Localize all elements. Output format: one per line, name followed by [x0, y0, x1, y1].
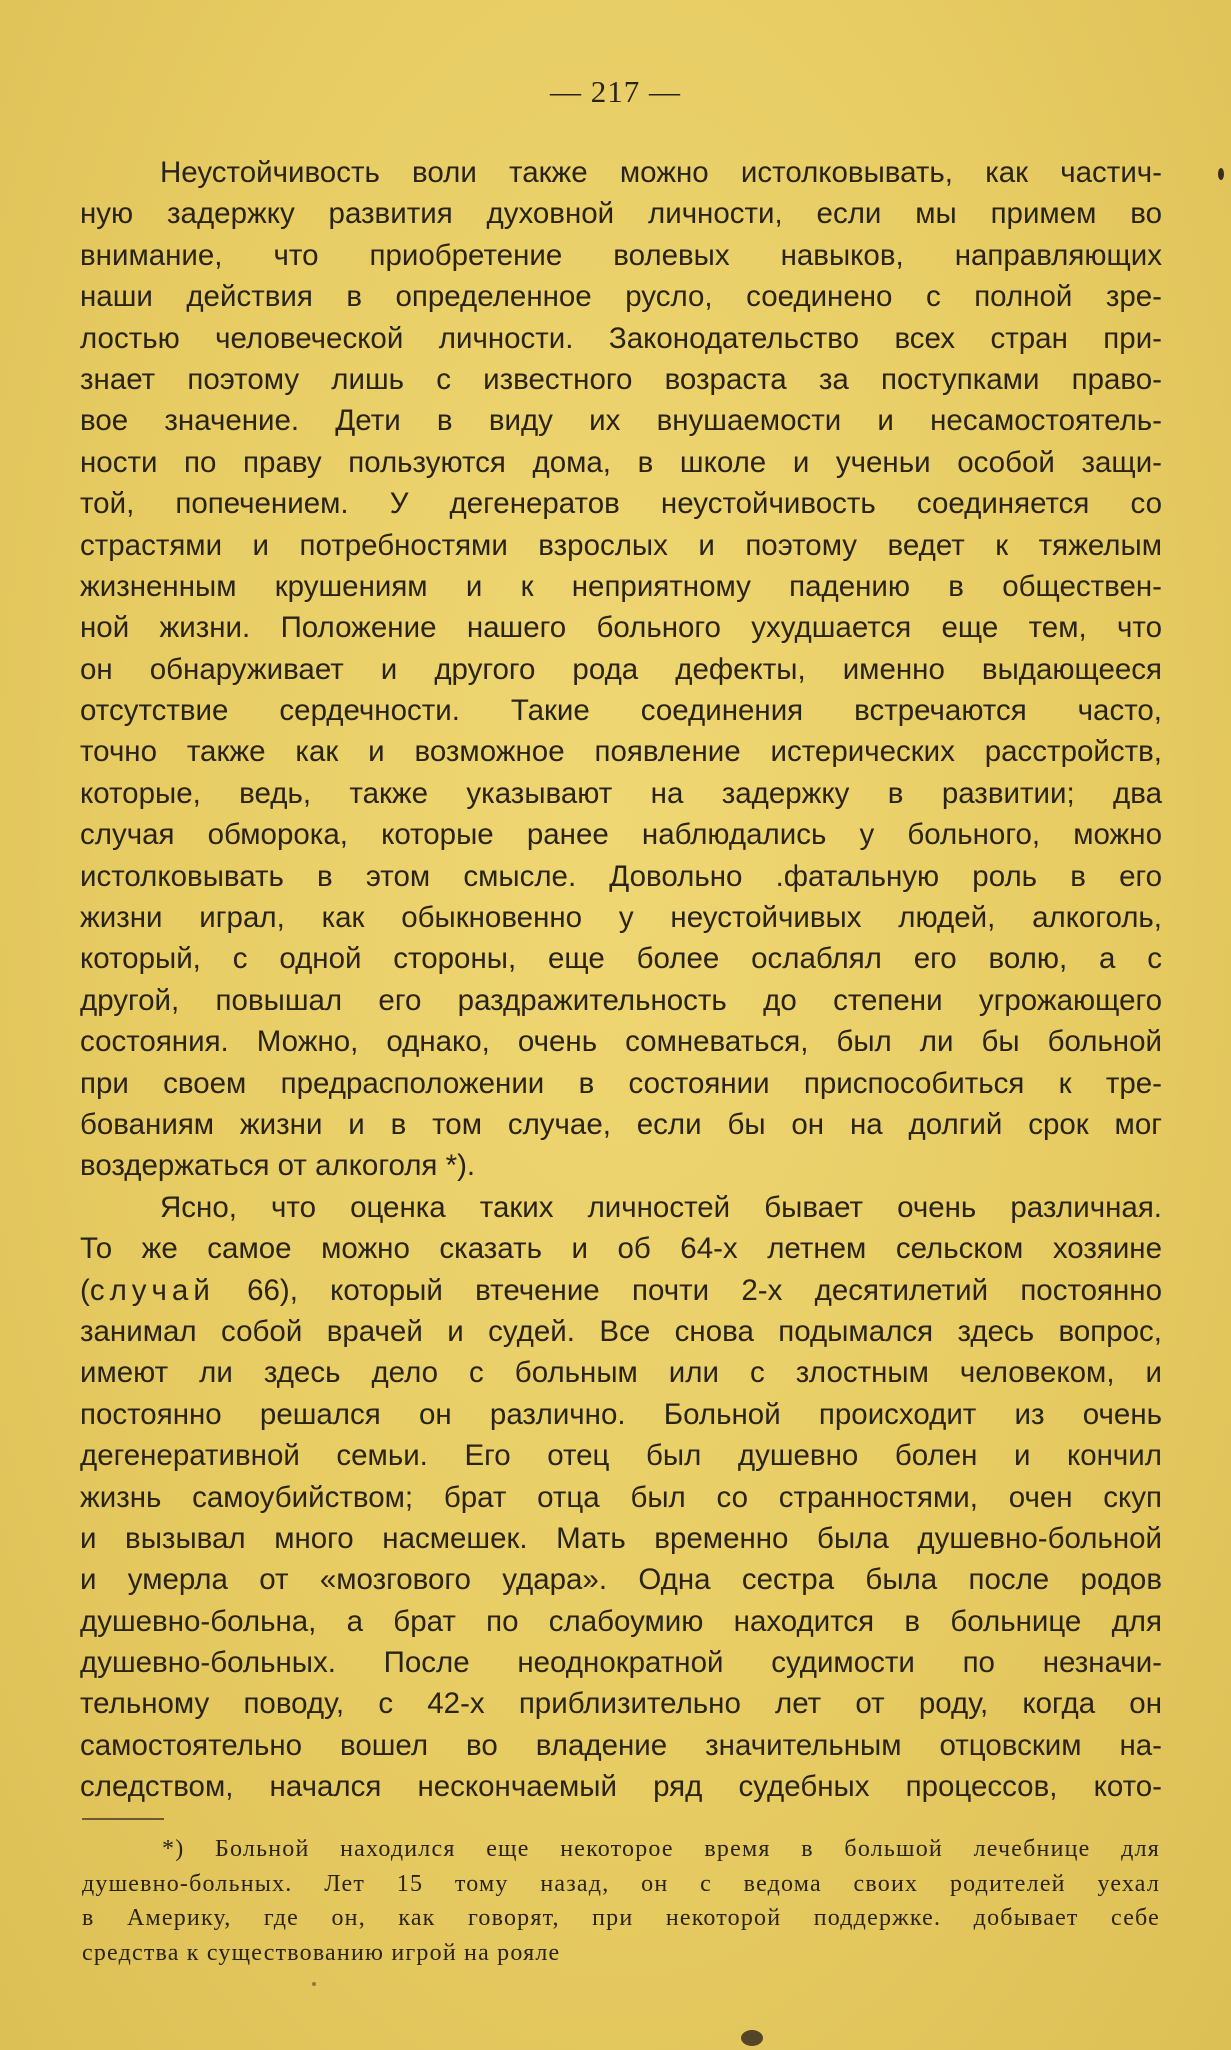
- text-line: и умерла от «мозгового удара». Одна сестра была после родов: [80, 1563, 1162, 1597]
- footnote: [82, 1832, 1160, 1970]
- text-line: точно также как и возможное появление истерических расстройств,: [80, 735, 1162, 769]
- text-line: Ясно, что оценка таких личностей бывает очень различная.: [160, 1190, 1162, 1224]
- text-line: дегенеративной семьи. Его отец был душевно болен и кончил: [80, 1439, 1162, 1473]
- text-line: той, попечением. У дегенератов неустойчивость соединяется со: [80, 487, 1162, 521]
- footnote-line: средства к существованию игрой на рояле: [82, 1939, 561, 1966]
- footnote-line: *) Больной находился еще некоторое время в большой лечебнице для: [162, 1836, 1160, 1862]
- text-line: воздержаться от алкоголя *).: [80, 1149, 476, 1183]
- text-line: ную задержку развития духовной личности, если мы примем во: [80, 197, 1162, 231]
- text-line: жизненным крушениям и к неприятному падению в обществен-: [80, 569, 1162, 603]
- text-line: случая обморока, которые ранее наблюдались у больного, можно: [80, 818, 1162, 852]
- text-line: который, с одной стороны, еще более ослаблял его волю, а с: [80, 942, 1162, 976]
- text-line: Неустойчивость воли также можно истолковывать, как частич-: [160, 156, 1162, 189]
- ink-speck: [1218, 168, 1224, 180]
- page-number: — 217 —: [550, 74, 681, 109]
- text-line: жизни играл, как обыкновенно у неустойчивых людей, алкоголь,: [80, 901, 1162, 935]
- text-line: ной жизни. Положение нашего больного ухудшается еще тем, что: [80, 611, 1162, 645]
- text-line: имеют ли здесь дело с больным или с злостным человеком, и: [80, 1356, 1162, 1390]
- text-line: страстями и потребностями взрослых и поэтому ведет к тяжелым: [80, 528, 1162, 562]
- text-line: душевно-больных. После неоднократной судимости по незначи-: [80, 1646, 1162, 1680]
- text-line: самостоятельно вошел во владение значительным отцовским на-: [80, 1728, 1162, 1762]
- text-line: которые, ведь, также указывают на задержку в развитии; два: [80, 776, 1162, 810]
- text-line: вое значение. Дети в виду их внушаемости и несамостоятель-: [80, 404, 1162, 438]
- footnote-line: душевно-больных. Лет 15 тому назад, он с ведома своих родителей уехал: [82, 1870, 1160, 1897]
- text-line: при своем предрасположении в состоянии приспособиться к тре-: [80, 1066, 1162, 1100]
- text-line: жизнь самоубийством; брат отца был со странностями, очен скуп: [80, 1480, 1162, 1514]
- paren-open: (: [80, 1273, 90, 1307]
- text-line: душевно-больна, а брат по слабоумию находится в больнице для: [80, 1604, 1162, 1638]
- paragraph-1: [80, 152, 1162, 1187]
- main-text: [80, 152, 1162, 1808]
- footnote-divider: [82, 1818, 164, 1820]
- text-line: состояния. Можно, однако, очень сомневаться, был ли бы больной: [80, 1025, 1162, 1059]
- case-label: случай: [89, 1273, 215, 1307]
- text-line: и вызывал много насмешек. Мать временно была душевно-больной: [80, 1521, 1162, 1555]
- text-line: бованиям жизни и в том случае, если бы он на долгий срок мог: [80, 1107, 1162, 1141]
- paragraph-2: [80, 1187, 1162, 1808]
- text-line: постоянно решался он различно. Больной происходит из очень: [80, 1397, 1162, 1431]
- text-line: занимал собой врачей и судей. Все снова подымался здесь вопрос,: [80, 1314, 1162, 1348]
- ink-speck: [741, 2030, 763, 2046]
- footnote-line: в Америку, где он, как говорят, при некоторой поддержке. добывает себе: [82, 1905, 1160, 1931]
- text-line-rest: 66), который втечение почти 2-х десятилетий постоянно: [214, 1273, 1162, 1307]
- ink-speck: [312, 1982, 316, 1986]
- text-line: следством, начался нескончаемый ряд судебных процессов, кото-: [80, 1770, 1162, 1804]
- text-line: другой, повышал его раздражительность до степени угрожающего: [80, 983, 1162, 1017]
- text-line: лостью человеческой личности. Законодательство всех стран при-: [80, 321, 1162, 355]
- text-line: отсутствие сердечности. Такие соединения встречаются часто,: [80, 694, 1162, 728]
- text-line: тельному поводу, с 42-х приблизительно лет от роду, когда он: [80, 1687, 1162, 1721]
- text-line: знает поэтому лишь с известного возраста за поступками право-: [80, 362, 1162, 396]
- text-line-case-reference: [80, 1270, 1162, 1311]
- text-line: он обнаруживает и другого рода дефекты, именно выдающееся: [80, 652, 1162, 686]
- text-line: истолковывать в этом смысле. Довольно .фатальную роль в его: [80, 859, 1162, 893]
- text-line: внимание, что приобретение волевых навыков, направляющих: [80, 238, 1162, 272]
- text-line: То же самое можно сказать и об 64-х летнем сельском хозяине: [80, 1232, 1162, 1266]
- text-line: ности по праву пользуются дома, в школе и ученьи особой защи-: [80, 445, 1162, 479]
- text-line: наши действия в определенное русло, соединено с полной зре-: [80, 280, 1162, 314]
